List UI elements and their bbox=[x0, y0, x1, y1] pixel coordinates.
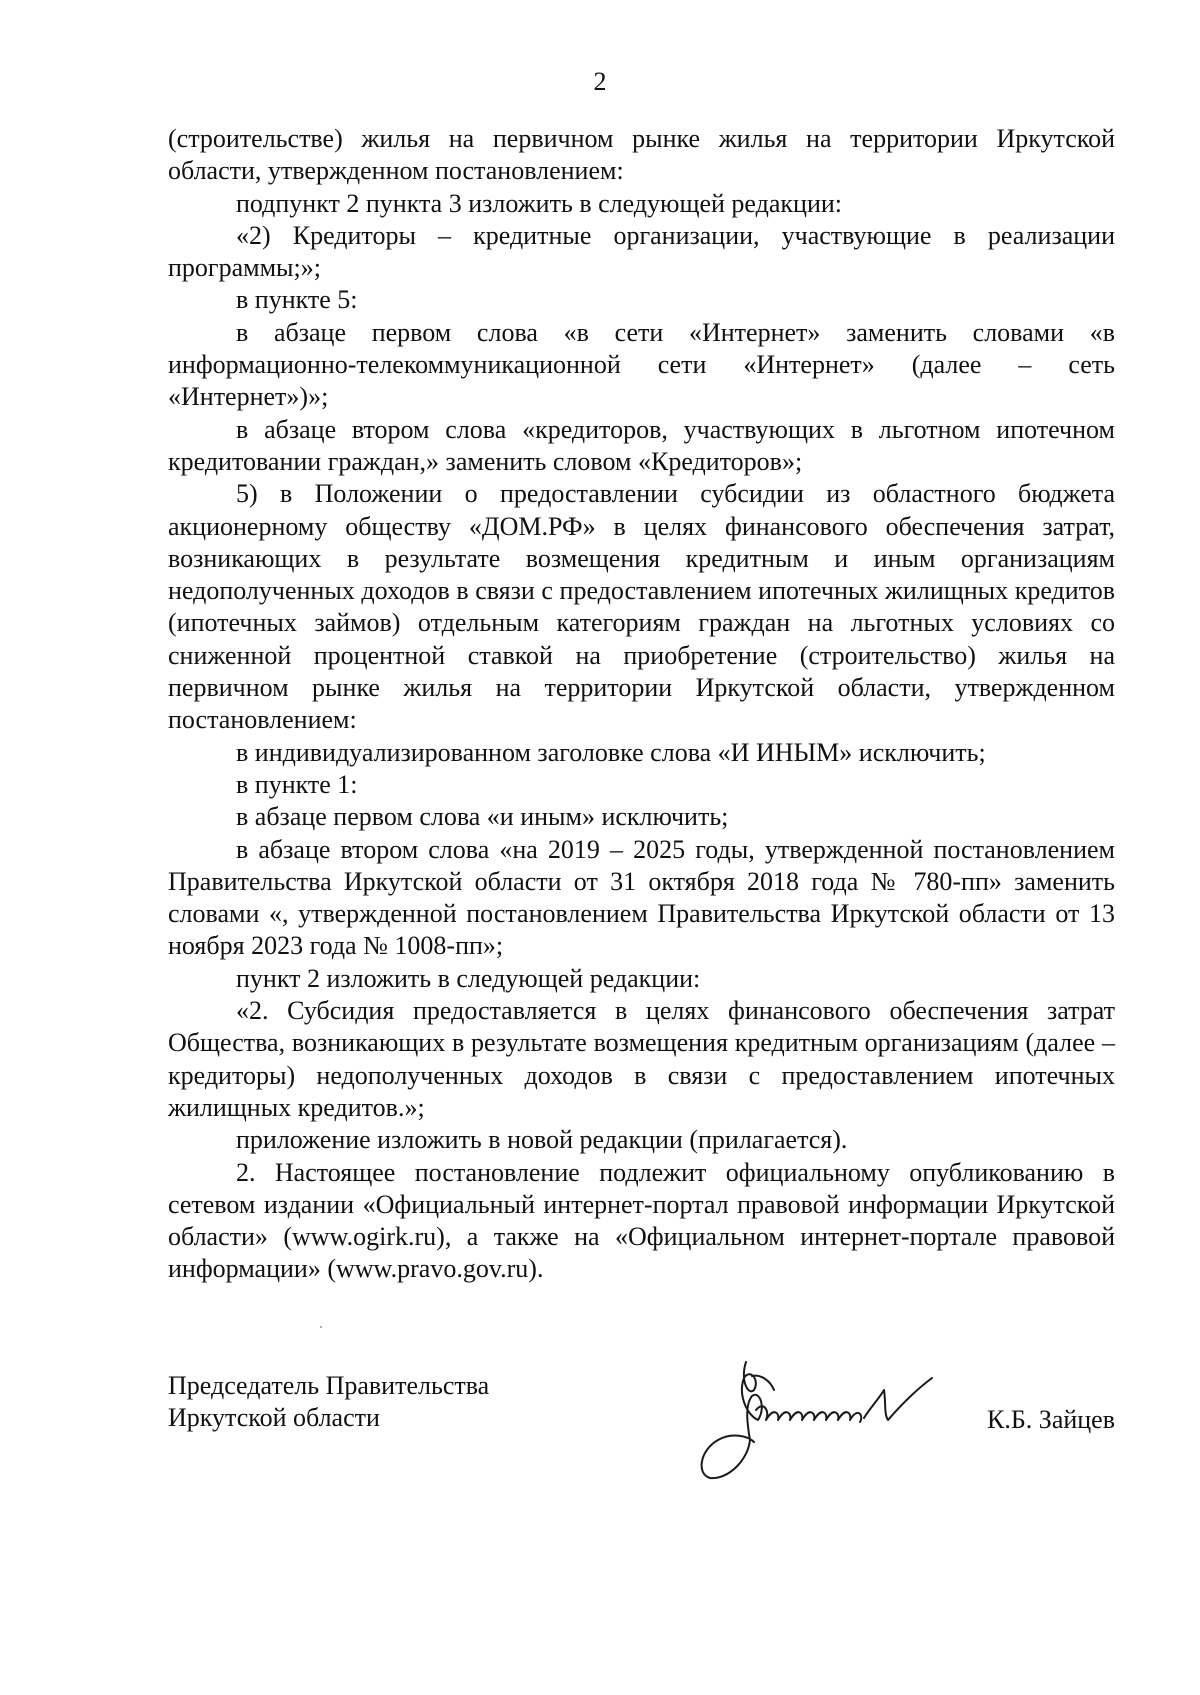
signer-position bbox=[168, 1370, 489, 1435]
paragraph: приложение изложить в новой редакции (прилагается). bbox=[236, 1125, 848, 1155]
paragraph: в абзаце первом слова «и иным» исключить; bbox=[236, 802, 729, 832]
paragraph: пункт 2 изложить в следующей редакции: bbox=[236, 963, 701, 993]
paragraph: подпункт 2 пункта 3 изложить в следующей редакции: bbox=[236, 188, 842, 218]
handwritten-signature bbox=[688, 1350, 948, 1500]
paragraph: в абзаце первом слова «в сети «Интернет» заменить словами «в информационно-телекоммуникационной сети «Интернет» (далее – сеть «Интернет»)»; bbox=[168, 317, 1115, 412]
signature-block bbox=[168, 1370, 1115, 1510]
signer-position-line: Иркутской области bbox=[168, 1403, 380, 1433]
paragraph: в абзаце втором слова «кредиторов, участвующих в льготном ипотечном кредитовании граждан,» заменить словом «Кредиторов»; bbox=[168, 414, 1115, 476]
document-body bbox=[168, 123, 1115, 1286]
paragraph: в абзаце втором слова «на 2019 – 2025 годы, утвержденной постановлением Правительства Иркутской области от 31 октября 2018 года № 780-пп» заменить словами «, утвержденной постановлением Правительства Иркутской области от 13 ноября 2023 года № 1008-пп»; bbox=[168, 834, 1115, 961]
paragraph: (строительстве) жилья на первичном рынке жилья на территории Иркутской области, утвержденном постановлением: bbox=[168, 124, 1115, 186]
paragraph: в пункте 1: bbox=[236, 769, 358, 799]
paragraph: «2) Кредиторы – кредитные организации, участвующие в реализации программы;»; bbox=[168, 220, 1115, 283]
signer-name: К.Б. Зайцев bbox=[987, 1405, 1115, 1434]
paragraph: в пункте 5: bbox=[236, 285, 358, 315]
scan-speck bbox=[320, 1326, 322, 1328]
paragraph: 5) в Положении о предоставлении субсидии из областного бюджета акционерному обществу «ДОМ.РФ» в целях финансового обеспечения затрат, возникающих в результате возмещения кредитным и иным организациям недополученных доходов в связи с предоставлением ипотечных жилищных кредитов (ипотечных займов) отдельным категориям граждан на льготных условиях со сниженной процентной ставкой на приобретение (строительство) жилья на первичном рынке жилья на территории Иркутской области, утвержденном постановлением: bbox=[168, 479, 1115, 735]
signer-position-line: Председатель Правительства bbox=[168, 1371, 490, 1400]
page-number: 2 bbox=[593, 67, 607, 96]
paragraph: 2. Настоящее постановление подлежит официальному опубликованию в сетевом издании «Официальный интернет-портал правовой информации Иркутской области» (www.ogirk.ru), а также на «Официальном интернет-портале правовой информации» (www.pravo.gov.ru). bbox=[168, 1157, 1115, 1284]
paragraph: в индивидуализированном заголовке слова «И ИНЫМ» исключить; bbox=[236, 737, 986, 767]
paragraph: «2. Субсидия предоставляется в целях финансового обеспечения затрат Общества, возникающих в результате возмещения кредитным организациям (далее – кредиторы) недополученных доходов в связи с предоставлением ипотечных жилищных кредитов.»; bbox=[168, 996, 1115, 1122]
